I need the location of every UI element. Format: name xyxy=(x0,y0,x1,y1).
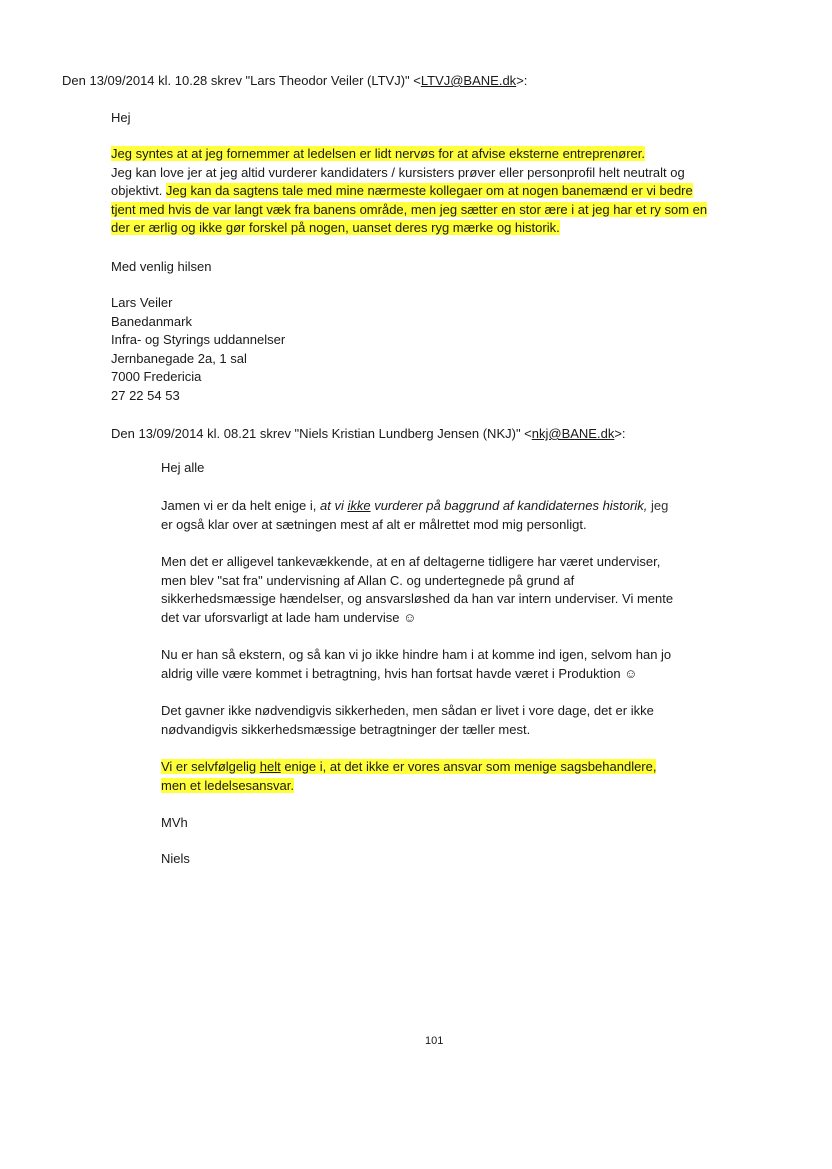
email-header-nkj xyxy=(111,425,626,443)
email-link-ltvj[interactable]: LTVJ@BANE.dk xyxy=(420,73,517,88)
signature-line: Jernbanegade 2a, 1 sal xyxy=(111,350,247,366)
header-text: Den 13/09/2014 kl. 10.28 skrev "Lars Theodor Veiler (LTVJ)" < xyxy=(62,73,421,88)
body-line: sikkerhedsmæssige hændelser, og ansvarsløshed da han var intern underviser. Vi mente xyxy=(161,591,674,606)
signature-line: Infra- og Styrings uddannelser xyxy=(111,332,286,347)
closing-text: Med venlig hilsen xyxy=(111,259,212,274)
sender-name: Niels xyxy=(161,851,190,866)
greeting-hej-alle: Hej alle xyxy=(161,460,205,475)
email-link-nkj[interactable]: nkj@BANE.dk xyxy=(531,426,615,441)
mail1-paragraph xyxy=(111,145,707,238)
body-line: Nu er han så ekstern, og så kan vi jo ikke hindre ham i at komme ind igen, selvom han jo xyxy=(161,647,672,662)
highlighted-text: men et ledelsesansvar. xyxy=(161,777,294,793)
body-text: Jamen vi er da helt enige i, xyxy=(161,498,320,513)
mail2-paragraph-2 xyxy=(161,553,673,627)
mail2-paragraph-5 xyxy=(161,758,656,795)
body-line: nødvandigvis sikkerhedsmæssige betragtninger der tæller mest. xyxy=(161,721,531,737)
header-suffix: >: xyxy=(516,73,528,88)
signature-line: 27 22 54 53 xyxy=(111,387,180,403)
page-number: 101 xyxy=(425,1035,444,1047)
signature-line: Lars Veiler xyxy=(111,295,173,310)
body-line: Men det er alligevel tankevækkende, at en af deltagerne tidligere har været underviser, xyxy=(161,554,661,569)
email-header-ltvj xyxy=(62,72,527,90)
highlighted-text: Jeg syntes at at jeg fornemmer at ledelsen er lidt nervøs for at afvise eksterne entreprenører. xyxy=(111,146,645,161)
signature-line: 7000 Fredericia xyxy=(111,369,202,384)
highlighted-text: enige i, at det ikke er vores ansvar som menige sagsbehandlere, xyxy=(280,759,657,774)
body-line: Det gavner ikke nødvendigvis sikkerheden, men sådan er livet i vore dage, det er ikke xyxy=(161,703,654,718)
signature-block xyxy=(111,294,285,405)
body-text: jeg xyxy=(647,498,669,513)
body-line: det var uforsvarligt at lade ham undervise ☺ xyxy=(161,609,417,625)
signature-line: Banedanmark xyxy=(111,313,192,329)
italic-underlined-text: ikke xyxy=(347,498,371,513)
highlighted-text: Vi er selvfølgelig xyxy=(161,759,260,774)
highlighted-text: Jeg kan da sagtens tale med mine nærmeste kollegaer om at nogen banemænd er vi bedre xyxy=(165,183,693,198)
body-line: men blev "sat fra" undervisning af Allan C. og undertegnede på grund af xyxy=(161,572,575,588)
highlighted-text: tjent med hvis de var langt væk fra banens område, men jeg sætter en stor ære i at jeg har et ry som en xyxy=(111,201,708,217)
header-text: Den 13/09/2014 kl. 08.21 skrev "Niels Kristian Lundberg Jensen (NKJ)" < xyxy=(111,426,532,441)
body-text: objektivt. xyxy=(111,183,166,198)
mail2-paragraph-4 xyxy=(161,702,654,739)
italic-text: at vi xyxy=(319,498,348,513)
mail2-paragraph-3 xyxy=(161,646,671,683)
closing-text: MVh xyxy=(161,815,188,830)
underlined-highlighted-text: helt xyxy=(259,759,281,774)
header-suffix: >: xyxy=(614,426,626,441)
body-line: Jeg kan love jer at jeg altid vurderer kandidaters / kursisters prøver eller personprofil helt neutralt og xyxy=(111,164,685,180)
mail2-paragraph-1 xyxy=(161,497,668,534)
body-line: er også klar over at sætningen mest af alt er målrettet mod mig personligt. xyxy=(161,516,587,532)
greeting-hej: Hej xyxy=(111,110,131,125)
body-line: aldrig ville være kommet i betragtning, hvis han fortsat havde været i Produktion ☺ xyxy=(161,665,638,681)
highlighted-text: der er ærlig og ikke gør forskel på nogen, uanset deres ryg mærke og historik. xyxy=(111,220,560,235)
italic-text: vurderer på baggrund af kandidaternes historik, xyxy=(370,498,648,513)
